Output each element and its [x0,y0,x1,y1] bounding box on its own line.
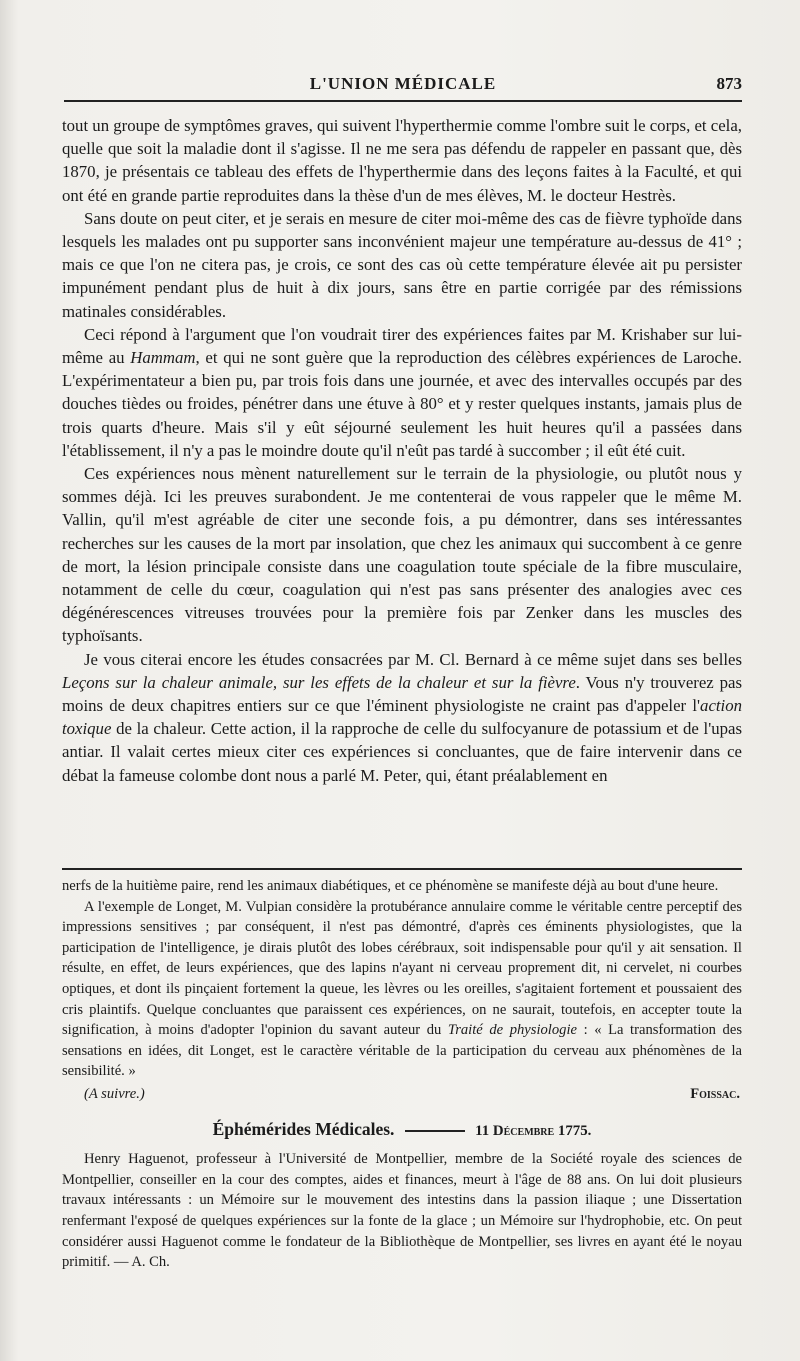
footnote-divider [62,868,742,870]
paragraph-3-text-b: , et qui ne sont guère que la reproduction des célèbres expériences de Laroche. L'expérimentateur a bien pu, par trois fois dans une journée, et avec des intervalles occupés par des douches tièdes ou froides, pénétrer dans une étuve à 80° et y rester quelques instants, jamais plus de trois quarts d'heure. Mais s'il y eût séjourné seulement les huit heures qu'il a passées dans l'établissement, il n'y a pas le moindre doute qu'il n'eût pas tardé à succomber ; il eût été cuit. [62,348,742,460]
paragraph-3-text-a: Ceci répond à l'argument que l'on voudrait tirer des expériences faites par M. Krishaber sur lui-même au [62,324,742,368]
paragraph-1: tout un groupe de symptômes graves, qui suivent l'hyperthermie comme l'ombre suit le corps, et cela, quelle que soit la maladie dont il s'agisse. Il ne me sera pas défendu de rappeler en passant que, dès 1870, je présentais ce tableau des effets de l'hyperthermie dans des leçons faites à la Faculté, et qui ont été en grande partie reproduites dans la thèse d'un de mes élèves, M. le docteur Hestrès. [62,116,742,205]
footnote-paragraph-1: nerfs de la huitième paire, rend les animaux diabétiques, et ce phénomène se manifeste déjà au bout d'une heure. [62,878,719,894]
paragraph-5 [62,648,742,787]
hammam-italic: Hammam [130,348,196,368]
traite-italic: Traité de physiologie [447,1022,577,1039]
author-signature: Foissac. [690,1085,740,1102]
main-text [62,114,742,787]
ephemerides-paragraph: Henry Haguenot, professeur à l'Université de Montpellier, membre de la Société royale des sciences de Montpellier, conseiller en la cour des comptes, aides et finances, meurt à l'âge de 88 ans. On lui doit plusieurs travaux intéressants : un Mémoire sur le mouvement des intestins dans la passion iliaque ; une Dissertation renfermant l'exposé de quelques expériences sur la fonte de la glace ; un Mémoire sur l'hydrophobie, etc. On peut considérer aussi Haguenot comme le fondateur de la Bibliothèque de Montpellier, ses livres en ayant été le noyau primitif. — A. Ch. [62,1151,742,1271]
running-title: L'UNION MÉDICALE [309,74,497,93]
paragraph-5-text-a: Je vous citerai encore les études consacrées par M. Cl. Bernard à ce même sujet dans ses belles [84,649,742,669]
book-title-italic: Leçons sur la chaleur animale, sur les effets de la chaleur et sur la fièvre [62,672,576,692]
to-be-continued: (A suivre.) [84,1085,145,1102]
footnote-2-text-a: A l'exemple de Longet, M. Vulpian considère la protubérance annulaire comme le véritable centre perceptif des impressions sensitives ; par conséquent, il n'est pas démontré, d'après ces éminents physiologistes, que la participation de l'intelligence, je dirais plutôt des lobes cérébraux, soit indispensable pour qu'il y ait sensation. Il résulte, en effet, de leurs expériences, que des lapins n'ayant ni cerveau proprement dit, ni cervelet, ni courbes optiques, et dont ils pinçaient fortement la queue, les lèvres ou les oreilles, s'agitaient fortement et poussaient des cris plaintifs. Quelque concluantes que paraissent ces expériences, on ne saurait, toutefois, en accepter toute la signification, à moins d'adopter l'opinion du savant auteur du [62,898,742,1039]
action-toxique-italic: action toxique [62,696,742,739]
paragraph-4: Ces expériences nous mènent naturellement sur le terrain de la physiologie, ou plutôt nous y sommes déjà. Ici les preuves surabondent. Je me contenterai de vous rappeler que le même M. Vallin, qu'il m'est agréable de citer une seconde fois, a pu démontrer, dans ses intéressantes recherches sur les causes de la mort par insolation, que chez les animaux qui succombent à ce genre de mort, la lésion principale consiste dans une coagulation toute spéciale de la fibre musculaire, notamment de celle du cœur, coagulation qui n'est pas sans présenter des analogies avec ces dégénérescences vitreuses trouvées pour la première fois par Zenker dans les muscles des typhoïsants. [62,464,742,646]
paragraph-2: Sans doute on peut citer, et je serais en mesure de citer moi-même des cas de fièvre typhoïde dans lesquels les malades ont pu supporter sans inconvénient majeur une température au-dessus de 41° ; mais ce que l'on ne citera pas, je crois, ce sont des cas où cette température élevée ait pu persister impunément pendant plus de huit à dix jours, sans être en partie corrigée par des rémissions matinales considérables. [62,208,742,321]
signature-row [62,1084,742,1105]
page-number: 873 [716,74,742,93]
ephemerides-heading [62,1119,742,1142]
paragraph-5-text-b: . Vous n'y trouverez pas moins de deux chapitres entiers sur ce que l'éminent physiologiste ne craint pas d'appeler l' [62,672,742,716]
page-header [64,72,742,102]
footnote-2-text-b: : « La transformation des sensations en idées, dit Longet, est le caractère véritable de la participation du cerveau aux phénomènes de la sensibilité. » [62,1022,742,1080]
paragraph-3 [62,323,742,462]
ephemerides-title: Éphémérides Médicales. [212,1118,395,1139]
paragraph-5-text-c: de la chaleur. Cette action, il la rapproche de celle du sulfocyanure de potassium et de l'upas antiar. Il valait certes mieux citer ces expériences si concluantes, que de faire intervenir dans ce débat la fameuse colombe dont nous a parlé M. Peter, qui, étant préalablement en [62,719,742,785]
footnote-section [62,876,742,1273]
footnote-paragraph-2 [62,897,742,1082]
ephemerides-date: 11 Décembre 1775. [475,1122,592,1139]
heading-dash [405,1130,465,1132]
